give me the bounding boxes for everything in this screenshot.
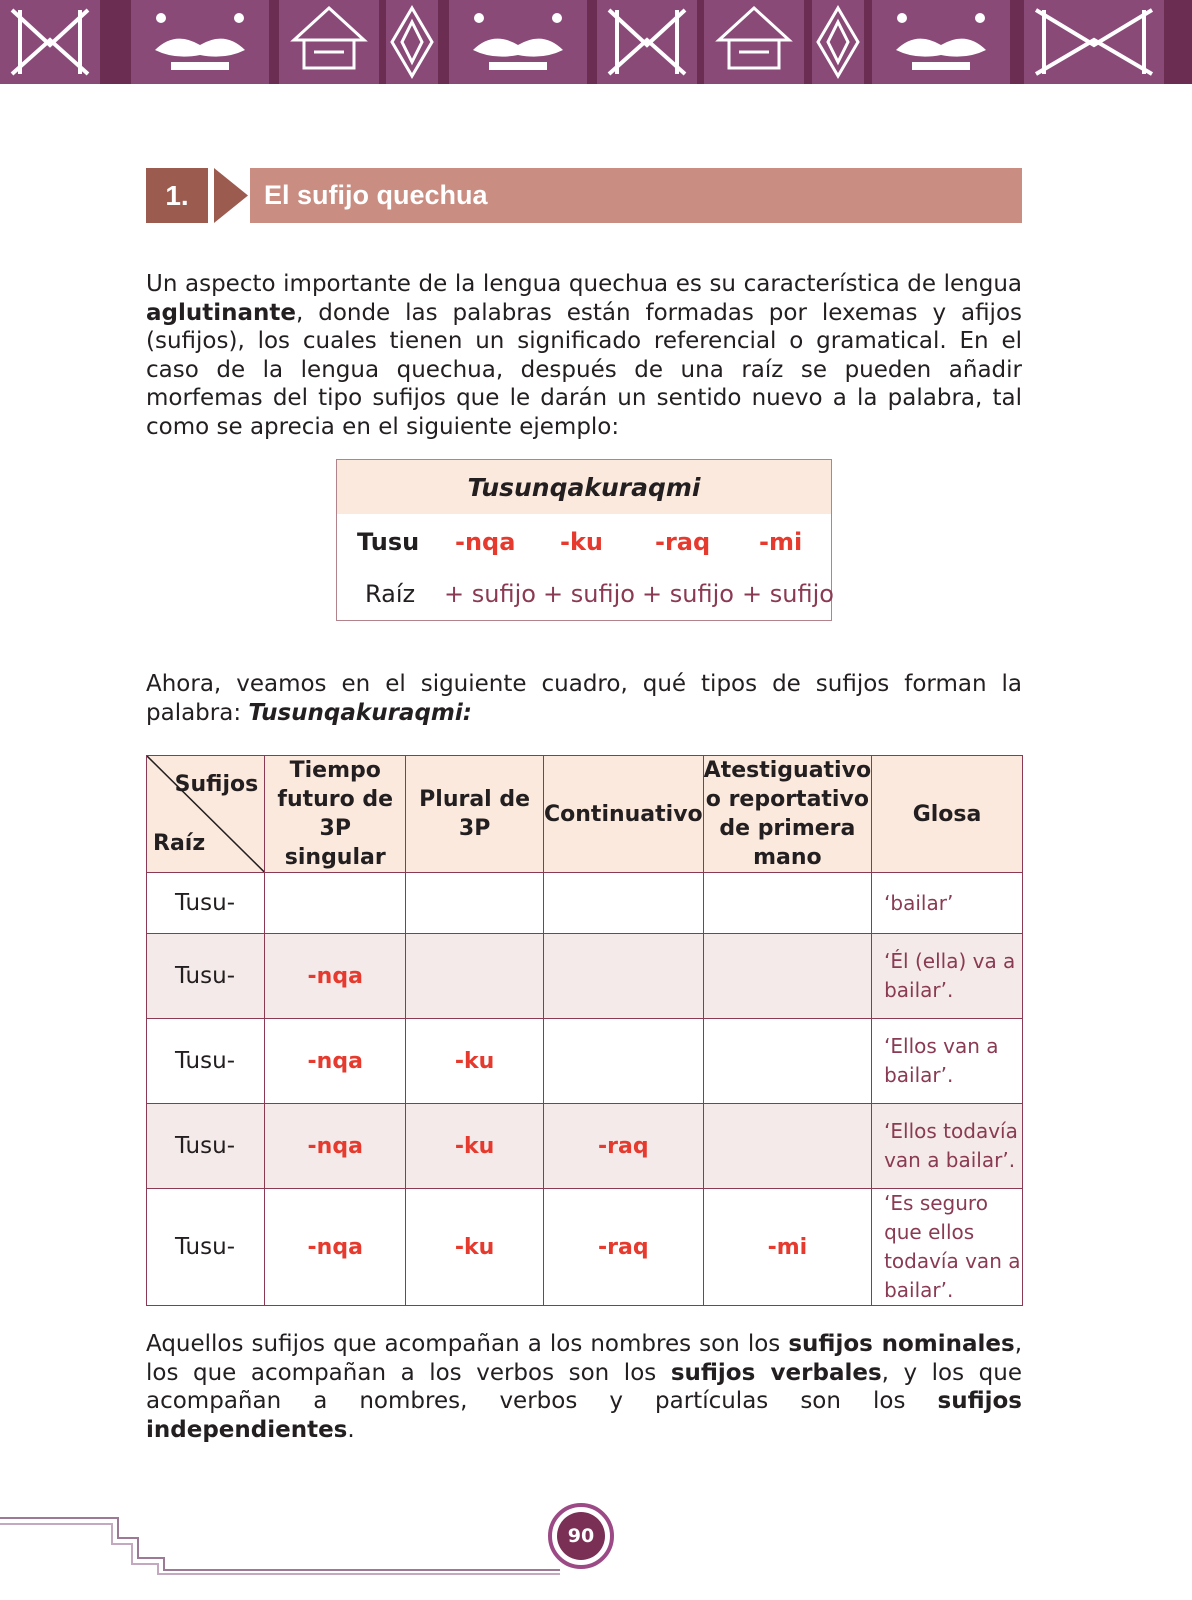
column-header: Atestiguativo o reportativo de primera mano — [703, 756, 871, 873]
example-root-label: Raíz — [365, 580, 416, 608]
geometric-pattern-icon — [0, 0, 100, 84]
suffix-table — [146, 755, 1023, 1306]
bird-pattern-icon — [131, 0, 269, 84]
temple-pattern-icon — [704, 0, 804, 84]
gloss-cell: ‘bailar’ — [872, 873, 1023, 934]
suffix-cell — [544, 934, 704, 1019]
suffix-cell: -nqa — [265, 934, 406, 1019]
suffix-cell — [265, 873, 406, 934]
gloss-cell: ‘Ellos todavía van a bailar’. — [872, 1104, 1023, 1189]
root-cell: Tusu- — [147, 1104, 265, 1189]
example-suffix-label: + sufijo — [543, 580, 635, 608]
closing-paragraph: Aquellos sufijos que acompañan a los nombres son los sufijos nominales, los que acompañan a los verbos son los sufijos verbales, y los que acompañan a nombres, verbos y partículas son los sufijos independientes. — [146, 1331, 1023, 1443]
temple-pattern-icon — [279, 0, 379, 84]
example-root: Tusu — [357, 528, 420, 556]
table-row — [147, 934, 1023, 1019]
section-title: El sufijo quechua — [250, 168, 1022, 223]
suffix-cell: -ku — [406, 1189, 544, 1306]
chevron-right-icon — [208, 168, 248, 223]
suffix-cell — [703, 873, 871, 934]
intro-paragraph: Un aspecto importante de la lengua quechua es su característica de lengua aglutinante, donde las palabras están formadas por lexemas y afijos (sufijos), los cuales tienen un significado referencial o gramatical. En el caso de la lengua quechua, después de una raíz se pueden añadir morfemas del tipo sufijos que le darán un sentido nuevo a la palabra, tal como se aprecia en el siguiente ejemplo: — [146, 271, 1022, 440]
gloss-cell: ‘Es seguro que ellos todavía van a bailar’. — [872, 1189, 1023, 1306]
example-suffix: -mi — [759, 528, 803, 556]
root-cell: Tusu- — [147, 873, 265, 934]
bird-pattern-icon — [872, 0, 1010, 84]
column-header: Glosa — [872, 756, 1023, 873]
suffix-cell — [406, 873, 544, 934]
suffix-cell: -raq — [544, 1189, 704, 1306]
example-suffix: -nqa — [455, 528, 516, 556]
table-row — [147, 1189, 1023, 1306]
decorative-banner — [0, 0, 1192, 84]
suffix-cell: -raq — [544, 1104, 704, 1189]
table-row — [147, 873, 1023, 934]
diamond-pattern-icon — [812, 0, 864, 84]
diamond-pattern-icon — [386, 0, 438, 84]
column-header: Continuativo — [544, 756, 704, 873]
example-word-box — [336, 459, 832, 621]
gloss-cell: ‘Ellos van a bailar’. — [872, 1019, 1023, 1104]
suffix-cell: -nqa — [265, 1019, 406, 1104]
table-row — [147, 1104, 1023, 1189]
page-number: 90 — [557, 1512, 605, 1560]
example-suffix-label: + sufijo — [444, 580, 536, 608]
section-number: 1. — [146, 168, 208, 223]
suffix-cell: -ku — [406, 1104, 544, 1189]
suffix-cell — [703, 934, 871, 1019]
suffix-cell — [544, 1019, 704, 1104]
column-header: Tiempo futuro de 3P singular — [265, 756, 406, 873]
example-suffix-label: + sufijo — [642, 580, 734, 608]
suffix-cell: -mi — [703, 1189, 871, 1306]
example-suffix: -raq — [655, 528, 711, 556]
column-header: Plural de 3P — [406, 756, 544, 873]
example-suffix-label: + sufijo — [742, 580, 834, 608]
gloss-cell: ‘Él (ella) va a bailar’. — [872, 934, 1023, 1019]
suffix-cell — [703, 1104, 871, 1189]
geometric-pattern-icon — [1024, 0, 1164, 84]
transition-paragraph: Ahora, veamos en el siguiente cuadro, qué tipos de sufijos forman la palabra: Tusunqakuraqmi: — [146, 671, 1022, 726]
example-suffix: -ku — [560, 528, 604, 556]
suffix-cell: -nqa — [265, 1189, 406, 1306]
root-cell: Tusu- — [147, 1189, 265, 1306]
corner-label-root: Raíz — [153, 831, 206, 856]
suffix-cell — [406, 934, 544, 1019]
suffix-cell: -ku — [406, 1019, 544, 1104]
table-corner-header — [147, 756, 265, 873]
root-cell: Tusu- — [147, 1019, 265, 1104]
page-number-badge — [548, 1503, 614, 1569]
suffix-cell — [544, 873, 704, 934]
bird-pattern-icon — [449, 0, 587, 84]
suffix-cell: -nqa — [265, 1104, 406, 1189]
table-row — [147, 1019, 1023, 1104]
corner-label-suffixes: Sufijos — [174, 772, 259, 797]
suffix-cell — [703, 1019, 871, 1104]
root-cell: Tusu- — [147, 934, 265, 1019]
example-word: Tusunqakuraqmi — [337, 460, 831, 514]
geometric-pattern-icon — [597, 0, 697, 84]
